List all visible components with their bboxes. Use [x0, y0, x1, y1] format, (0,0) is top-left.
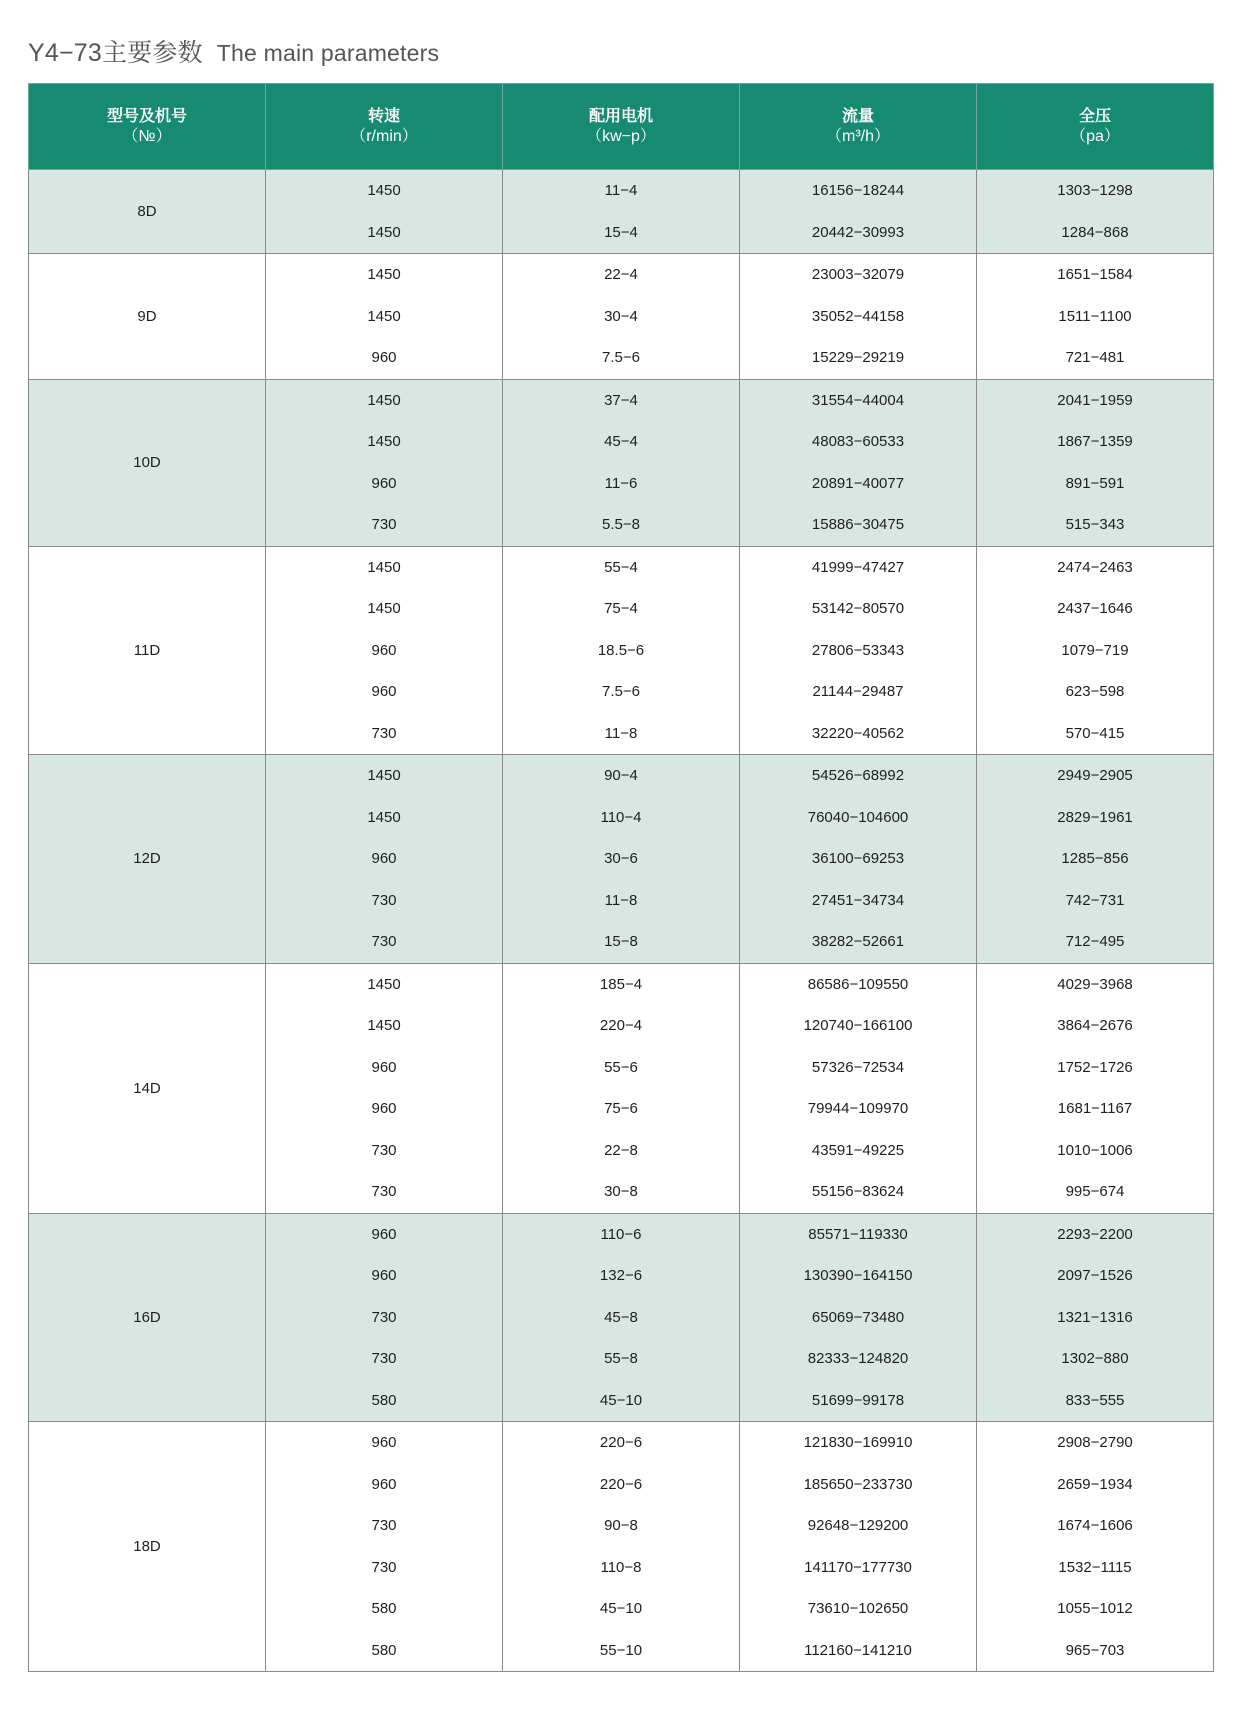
model-cell: 8D	[29, 170, 266, 254]
motor-cell: 11−8	[503, 880, 740, 922]
flow-cell: 38282−52661	[740, 921, 977, 963]
motor-cell: 7.5−6	[503, 671, 740, 713]
speed-cell: 580	[266, 1380, 503, 1422]
motor-cell: 11−6	[503, 463, 740, 505]
flow-cell: 53142−80570	[740, 588, 977, 630]
motor-cell: 75−6	[503, 1088, 740, 1130]
speed-cell: 960	[266, 1088, 503, 1130]
speed-cell: 730	[266, 880, 503, 922]
pressure-cell: 1303−1298	[977, 170, 1214, 212]
pressure-cell: 2829−1961	[977, 797, 1214, 839]
flow-cell: 51699−99178	[740, 1380, 977, 1422]
table-row	[29, 1213, 1214, 1255]
speed-cell: 1450	[266, 546, 503, 588]
speed-cell: 730	[266, 1171, 503, 1213]
speed-cell: 730	[266, 713, 503, 755]
pressure-cell: 1285−856	[977, 838, 1214, 880]
model-cell: 18D	[29, 1422, 266, 1672]
speed-cell: 730	[266, 1547, 503, 1589]
flow-cell: 112160−141210	[740, 1630, 977, 1672]
flow-cell: 43591−49225	[740, 1130, 977, 1172]
flow-cell: 36100−69253	[740, 838, 977, 880]
parameters-table	[28, 83, 1214, 1672]
table-row	[29, 170, 1214, 212]
pressure-cell: 742−731	[977, 880, 1214, 922]
pressure-cell: 1651−1584	[977, 254, 1214, 296]
motor-cell: 220−4	[503, 1005, 740, 1047]
speed-cell: 960	[266, 1047, 503, 1089]
speed-cell: 960	[266, 463, 503, 505]
motor-cell: 45−8	[503, 1297, 740, 1339]
speed-cell: 730	[266, 1338, 503, 1380]
table-row	[29, 755, 1214, 797]
flow-cell: 31554−44004	[740, 379, 977, 421]
speed-cell: 730	[266, 1130, 503, 1172]
motor-cell: 15−8	[503, 921, 740, 963]
pressure-cell: 1752−1726	[977, 1047, 1214, 1089]
speed-cell: 1450	[266, 379, 503, 421]
pressure-cell: 2097−1526	[977, 1255, 1214, 1297]
pressure-cell: 712−495	[977, 921, 1214, 963]
flow-cell: 141170−177730	[740, 1547, 977, 1589]
speed-cell: 960	[266, 1213, 503, 1255]
pressure-cell: 2293−2200	[977, 1213, 1214, 1255]
table-row	[29, 379, 1214, 421]
pressure-cell: 2908−2790	[977, 1422, 1214, 1464]
motor-cell: 45−10	[503, 1588, 740, 1630]
speed-cell: 1450	[266, 1005, 503, 1047]
flow-cell: 92648−129200	[740, 1505, 977, 1547]
pressure-cell: 1302−880	[977, 1338, 1214, 1380]
speed-cell: 580	[266, 1630, 503, 1672]
speed-cell: 1450	[266, 421, 503, 463]
pressure-cell: 721−481	[977, 337, 1214, 379]
speed-cell: 580	[266, 1588, 503, 1630]
flow-cell: 57326−72534	[740, 1047, 977, 1089]
speed-cell: 960	[266, 1464, 503, 1506]
flow-cell: 82333−124820	[740, 1338, 977, 1380]
pressure-cell: 1674−1606	[977, 1505, 1214, 1547]
motor-cell: 220−6	[503, 1422, 740, 1464]
speed-cell: 1450	[266, 963, 503, 1005]
pressure-cell: 4029−3968	[977, 963, 1214, 1005]
table-body	[29, 170, 1214, 1672]
motor-cell: 22−4	[503, 254, 740, 296]
pressure-cell: 891−591	[977, 463, 1214, 505]
flow-cell: 86586−109550	[740, 963, 977, 1005]
motor-cell: 55−4	[503, 546, 740, 588]
page-title-main: Y4−73主要参数	[28, 39, 203, 67]
motor-cell: 15−4	[503, 212, 740, 254]
flow-cell: 76040−104600	[740, 797, 977, 839]
flow-cell: 23003−32079	[740, 254, 977, 296]
speed-cell: 730	[266, 504, 503, 546]
motor-cell: 110−6	[503, 1213, 740, 1255]
motor-cell: 45−4	[503, 421, 740, 463]
motor-cell: 11−8	[503, 713, 740, 755]
pressure-cell: 1010−1006	[977, 1130, 1214, 1172]
pressure-cell: 995−674	[977, 1171, 1214, 1213]
motor-cell: 18.5−6	[503, 630, 740, 672]
speed-cell: 960	[266, 630, 503, 672]
motor-cell: 132−6	[503, 1255, 740, 1297]
header-model: 型号及机号 （№）	[29, 84, 266, 170]
table-row	[29, 546, 1214, 588]
speed-cell: 960	[266, 337, 503, 379]
model-cell: 14D	[29, 963, 266, 1213]
motor-cell: 11−4	[503, 170, 740, 212]
table-row	[29, 963, 1214, 1005]
pressure-cell: 1681−1167	[977, 1088, 1214, 1130]
motor-cell: 45−10	[503, 1380, 740, 1422]
flow-cell: 55156−83624	[740, 1171, 977, 1213]
flow-cell: 73610−102650	[740, 1588, 977, 1630]
pressure-cell: 2949−2905	[977, 755, 1214, 797]
motor-cell: 30−4	[503, 296, 740, 338]
motor-cell: 75−4	[503, 588, 740, 630]
table-row	[29, 254, 1214, 296]
motor-cell: 7.5−6	[503, 337, 740, 379]
flow-cell: 15229−29219	[740, 337, 977, 379]
motor-cell: 110−4	[503, 797, 740, 839]
flow-cell: 79944−109970	[740, 1088, 977, 1130]
motor-cell: 55−8	[503, 1338, 740, 1380]
flow-cell: 130390−164150	[740, 1255, 977, 1297]
flow-cell: 20891−40077	[740, 463, 977, 505]
flow-cell: 121830−169910	[740, 1422, 977, 1464]
speed-cell: 1450	[266, 755, 503, 797]
flow-cell: 27806−53343	[740, 630, 977, 672]
model-cell: 12D	[29, 755, 266, 964]
flow-cell: 20442−30993	[740, 212, 977, 254]
flow-cell: 21144−29487	[740, 671, 977, 713]
speed-cell: 730	[266, 1297, 503, 1339]
table-row	[29, 1422, 1214, 1464]
flow-cell: 32220−40562	[740, 713, 977, 755]
speed-cell: 1450	[266, 296, 503, 338]
pressure-cell: 965−703	[977, 1630, 1214, 1672]
motor-cell: 55−6	[503, 1047, 740, 1089]
pressure-cell: 2474−2463	[977, 546, 1214, 588]
pressure-cell: 2041−1959	[977, 379, 1214, 421]
motor-cell: 90−4	[503, 755, 740, 797]
motor-cell: 37−4	[503, 379, 740, 421]
pressure-cell: 1079−719	[977, 630, 1214, 672]
speed-cell: 730	[266, 1505, 503, 1547]
pressure-cell: 2659−1934	[977, 1464, 1214, 1506]
speed-cell: 960	[266, 838, 503, 880]
speed-cell: 960	[266, 1255, 503, 1297]
pressure-cell: 1511−1100	[977, 296, 1214, 338]
speed-cell: 1450	[266, 170, 503, 212]
motor-cell: 30−6	[503, 838, 740, 880]
table-header-row	[29, 84, 1214, 170]
flow-cell: 35052−44158	[740, 296, 977, 338]
motor-cell: 30−8	[503, 1171, 740, 1213]
pressure-cell: 1055−1012	[977, 1588, 1214, 1630]
flow-cell: 65069−73480	[740, 1297, 977, 1339]
pressure-cell: 1284−868	[977, 212, 1214, 254]
speed-cell: 1450	[266, 797, 503, 839]
speed-cell: 730	[266, 921, 503, 963]
flow-cell: 48083−60533	[740, 421, 977, 463]
pressure-cell: 1867−1359	[977, 421, 1214, 463]
header-motor: 配用电机 （kw−p）	[503, 84, 740, 170]
pressure-cell: 515−343	[977, 504, 1214, 546]
model-cell: 16D	[29, 1213, 266, 1422]
speed-cell: 960	[266, 671, 503, 713]
page-title-sub: The main parameters	[216, 40, 440, 66]
pressure-cell: 623−598	[977, 671, 1214, 713]
flow-cell: 54526−68992	[740, 755, 977, 797]
motor-cell: 5.5−8	[503, 504, 740, 546]
motor-cell: 90−8	[503, 1505, 740, 1547]
flow-cell: 41999−47427	[740, 546, 977, 588]
flow-cell: 15886−30475	[740, 504, 977, 546]
motor-cell: 110−8	[503, 1547, 740, 1589]
model-cell: 9D	[29, 254, 266, 380]
pressure-cell: 1321−1316	[977, 1297, 1214, 1339]
pressure-cell: 2437−1646	[977, 588, 1214, 630]
pressure-cell: 570−415	[977, 713, 1214, 755]
speed-cell: 960	[266, 1422, 503, 1464]
pressure-cell: 833−555	[977, 1380, 1214, 1422]
pressure-cell: 3864−2676	[977, 1005, 1214, 1047]
model-cell: 11D	[29, 546, 266, 755]
speed-cell: 1450	[266, 254, 503, 296]
motor-cell: 55−10	[503, 1630, 740, 1672]
flow-cell: 185650−233730	[740, 1464, 977, 1506]
pressure-cell: 1532−1115	[977, 1547, 1214, 1589]
motor-cell: 22−8	[503, 1130, 740, 1172]
header-flow: 流量 （m³/h）	[740, 84, 977, 170]
speed-cell: 1450	[266, 212, 503, 254]
flow-cell: 85571−119330	[740, 1213, 977, 1255]
motor-cell: 185−4	[503, 963, 740, 1005]
motor-cell: 220−6	[503, 1464, 740, 1506]
page-title	[28, 33, 439, 69]
speed-cell: 1450	[266, 588, 503, 630]
flow-cell: 27451−34734	[740, 880, 977, 922]
header-pressure: 全压 （pa）	[977, 84, 1214, 170]
flow-cell: 16156−18244	[740, 170, 977, 212]
model-cell: 10D	[29, 379, 266, 546]
flow-cell: 120740−166100	[740, 1005, 977, 1047]
header-speed: 转速 （r/min）	[266, 84, 503, 170]
